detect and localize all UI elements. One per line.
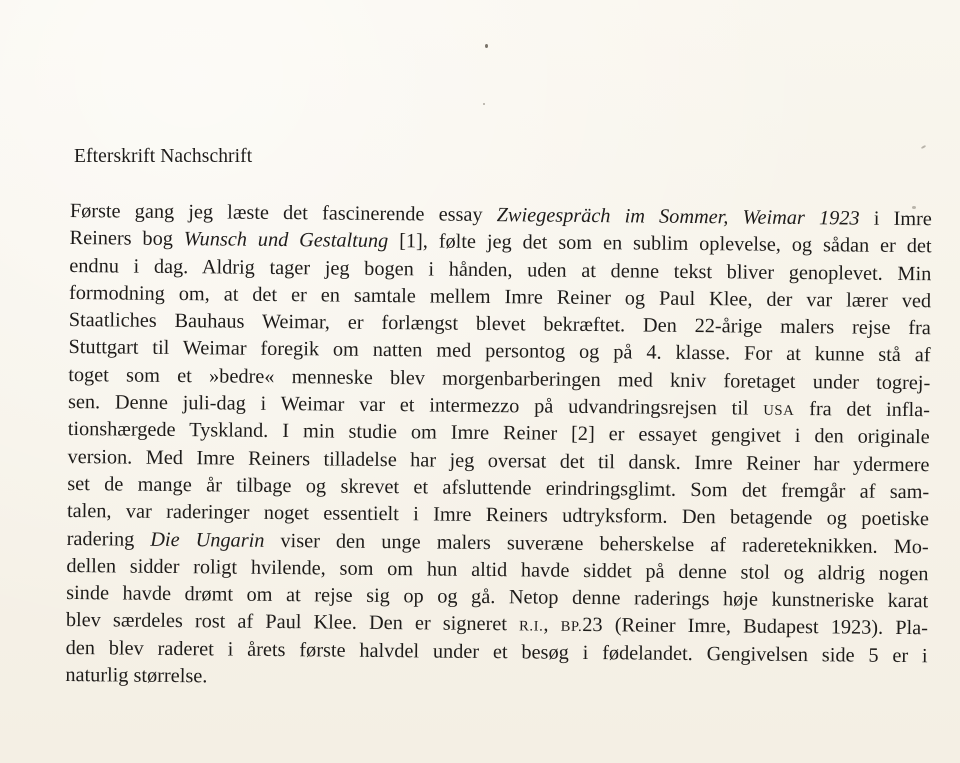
text-run: sinde havde drømt om at rejse sig op og gå. Netop denne raderings høje kunstneriske karat bbox=[66, 582, 929, 613]
text-run: talen, var raderinger noget essentielt i Imre Reiners udtryksform. Den betagende og poetiske bbox=[66, 500, 930, 531]
text-run: 23 (Reiner Imre, Budapest 1923). Pla- bbox=[582, 614, 929, 640]
text-run: formodning om, at det er en samtale mellem Imre Reiner og Paul Klee, der var lærer ved bbox=[68, 281, 932, 313]
italic-title: Zwiegespräch im Sommer, Weimar 1923 bbox=[496, 204, 860, 230]
italic-title: Wunsch und Gestaltung bbox=[183, 228, 389, 253]
page-heading: Efterskrift Nachschrift bbox=[74, 146, 253, 167]
text-run: sen. Denne juli-dag i Weimar var et intermezzo på udvandringsrejsen til bbox=[67, 391, 764, 420]
paper-speck bbox=[483, 103, 485, 105]
small-caps-run: USA bbox=[763, 402, 795, 420]
text-run: viser den unge malers suveræne beherskelse af radereteknikken. Mo- bbox=[264, 529, 929, 558]
small-caps-run: BP. bbox=[560, 619, 583, 636]
small-caps-run: R.I. bbox=[519, 618, 544, 636]
text-run: Første gang jeg læste det fascinerende essay bbox=[69, 199, 497, 227]
text-run: endnu i dag. Aldrig tager jeg bogen i hånden, uden at denne tekst bliver genoplevet. Min bbox=[69, 254, 932, 285]
text-run: den blev raderet i årets første halvdel under et besøg i fødelandet. Gengivelsen side 5 er i bbox=[65, 636, 928, 668]
text-run: radering bbox=[66, 527, 151, 551]
text-run: blev særdeles rost af Paul Klee. Den er signeret bbox=[65, 609, 520, 636]
italic-title: Die Ungarin bbox=[150, 528, 265, 552]
body-text bbox=[65, 198, 932, 698]
text-run: Reiners bog bbox=[69, 227, 184, 251]
text-run: [1], følte jeg det som en sublim oplevelse, og sådan er det bbox=[388, 230, 932, 258]
text-run: Staatliches Bauhaus Weimar, er forlængst blevet bekræftet. Den 22-årige malers rejse fra bbox=[68, 309, 931, 340]
text-run: , bbox=[543, 614, 561, 637]
paper-speck bbox=[485, 44, 488, 48]
text-run: toget som et »bedre« menneske blev morgenbarberingen med kniv foretaget under togrej- bbox=[68, 363, 931, 395]
text-run: version. Med Imre Reiners tilladelse har jeg oversat det til dansk. Imre Reiner har ydermere bbox=[67, 445, 930, 476]
text-run: fra det infla- bbox=[794, 398, 931, 422]
text-run: Stuttgart til Weimar foregik om natten med persontog og på 4. klasse. For at kunne stå af bbox=[68, 336, 931, 367]
text-run: set de mange år tilbage og skrevet et afsluttende erindringsglimt. Som det fremgår af sam- bbox=[67, 472, 930, 504]
paper-speck bbox=[921, 145, 926, 149]
text-run: i Imre bbox=[859, 207, 932, 231]
text-run: dellen sidder roligt hvilende, som om hun altid havde siddet på denne stol og aldrig nogen bbox=[66, 554, 929, 586]
text-run: naturlig størrelse. bbox=[65, 664, 208, 688]
text-run: tionshærgede Tyskland. I min studie om Imre Reiner [2] er essayet gengivet i den originale bbox=[67, 418, 930, 449]
